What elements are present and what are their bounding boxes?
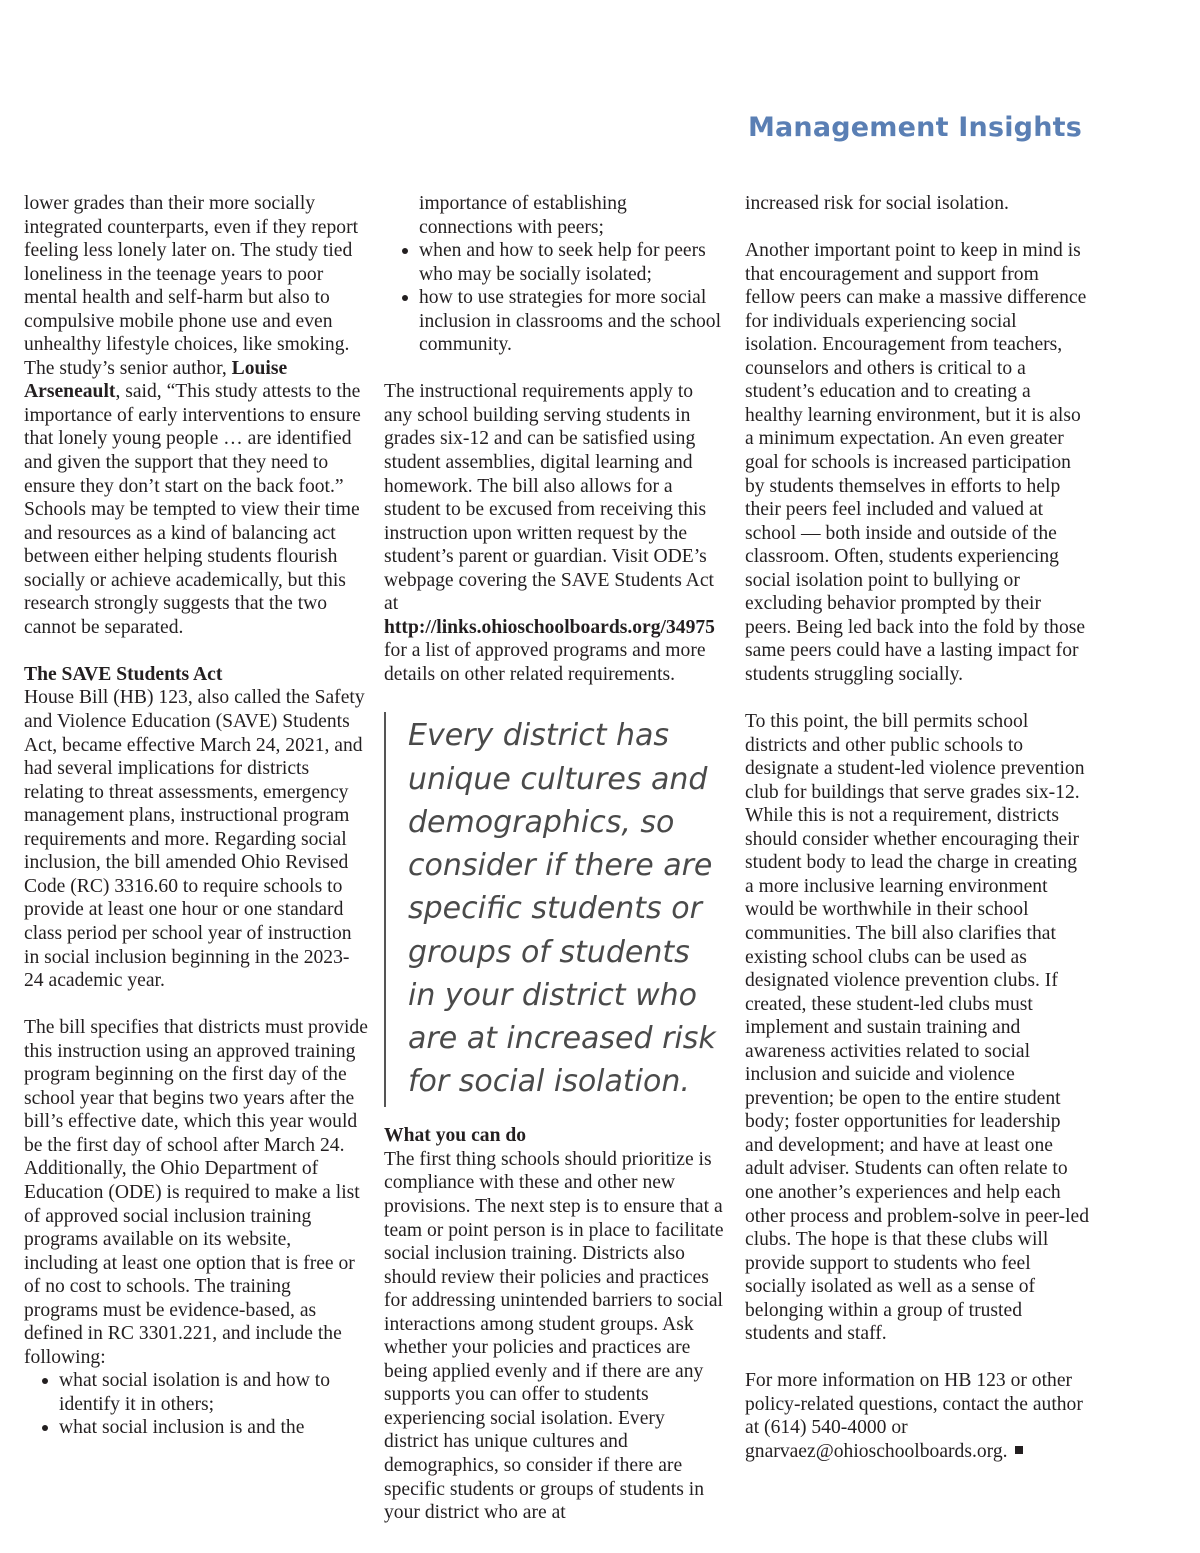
paragraph-what-you-can-do: The first thing schools should prioritize is compliance with these and other new provisions. The next step is to ensure that a team or point person is in place to facilitate social inclusion training. Districts also should review their policies and practices for addressing unintended barriers to social interactions among student groups. Ask whether your policies and practices are being applied evenly and if there are any supports you can offer to students experiencing social isolation. Every district has unique cultures and demographics, so consider if there are specific students or groups of students in your district who are at [384,1148,724,1524]
list-item: what social inclusion is and the [59,1416,369,1440]
paragraph-intro: lower grades than their more socially integrated counterparts, even if they report feeling less lonely later on. The study tied loneliness in the teenage years to poor mental health and self-harm but also to compulsive mobile phone use and even unhealthy lifestyle choices, like smoking. The study’s senior author, Louise Arseneault, said, “This study attests to the importance of early interventions to ensure that lonely young people … are identified and given the support that they need to ensure they don’t start on the back foot.” Schools may be tempted to view their time and resources as a kind of balancing act between either helping students flourish socially or achieve academically, but this research strongly suggests that the two cannot be separated. [24,193,361,638]
column-2 [384,192,724,1525]
ode-link[interactable]: http://links.ohioschoolboards.org/34975 [384,616,715,638]
paragraph-contact: For more information on HB 123 or other policy-related questions, contact the author at (614) 540-4000 or gnarvaez@ohioschoolboards.org. [745,1370,1083,1462]
column-3 [745,192,1090,1464]
column-1 [24,192,369,1440]
paragraph-peer-support: Another important point to keep in mind is that encouragement and support from fellow peers can make a massive difference for individuals experiencing social isolation. Encouragement from teachers, counselors and others is critical to a student’s education and to creating a healthy learning environment, but it is also a minimum expectation. An even greater goal for schools is increased participation by students themselves in efforts to help their peers feel included and valued at school — both inside and outside of the classroom. Often, students experiencing social isolation point to bullying or excluding behavior prompted by their peers. Being led back into the fold by those same peers could have a lasting impact for students struggling socially. [745,240,1087,685]
heading-save-students-act: The SAVE Students Act [24,663,223,685]
list-item-continuation: importance of establishing connections with peers; [419,193,627,238]
heading-what-you-can-do: What you can do [384,1125,527,1147]
bullet-list [24,1369,369,1440]
paragraph-instructional-requirements: The instructional requirements apply to any school building serving students in grades six-12 and can be satisfied using student assemblies, digital learning and homework. The bill also allows for a student to be excused from receiving this instruction upon written request by the student’s parent or guardian. Visit ODE’s webpage covering the SAVE Students Act at http://links.ohioschoolboards.org/34975 for a list of approved programs and more details on other related requirements. [384,381,715,685]
pull-quote: Every district has unique cultures and demographics, so consider if there are specific students or groups of students in your district who are at increased risk for social isolation. [384,712,724,1107]
paragraph-bill-specifies: The bill specifies that districts must provide this instruction using an approved training program beginning on the first day of the school year that begins two years after the bill’s effective date, which this year would be the first day of school after March 24. Additionally, the Ohio Department of Education (ODE) is required to make a list of approved social inclusion training programs available on its website, including at least one option that is free or of no cost to schools. The training programs must be evidence-based, as defined in RC 3301.221, and include the following: [24,1017,368,1368]
paragraph-violence-prevention-club: To this point, the bill permits school districts and other public schools to designate a student-led violence prevention club for buildings that serve grades six-12. While this is not a requirement, districts should consider whether encouraging their student body to lead the charge in creating a more inclusive learning environment would be worthwhile in their school communities. The bill also clarifies that existing school clubs can be used as designated violence prevention clubs. If created, these student-led clubs must implement and sustain training and awareness activities related to social inclusion and suicide and violence prevention; be open to the entire student body; foster opportunities for leadership and development; and have at least one adult adviser. Students can often relate to one another’s experiences and help each other process and problem-solve in peer-led clubs. The hope is that these clubs will provide support to students who feel socially isolated as well as a sense of belonging within a group of trusted students and staff. [745,711,1090,1345]
list-item: how to use strategies for more social inclusion in classrooms and the school community. [419,286,724,357]
paragraph-continuation: increased risk for social isolation. [745,193,1009,214]
section-header: Management Insights [747,112,1082,143]
author-name: Louise Arseneault [24,357,288,403]
bullet-list [384,239,724,357]
list-item: when and how to seek help for peers who may be socially isolated; [419,239,724,286]
end-of-article-icon [1015,1446,1023,1454]
list-item: what social isolation is and how to identify it in others; [59,1369,369,1416]
paragraph-hb123: House Bill (HB) 123, also called the Safety and Violence Education (SAVE) Students Act, became effective March 24, 2021, and had several implications for districts relating to threat assessments, emergency management plans, instructional program requirements and more. Regarding social inclusion, the bill amended Ohio Revised Code (RC) 3316.60 to require schools to provide at least one hour or one standard class period per school year of instruction in social inclusion beginning in the 2023-24 academic year. [24,687,365,992]
